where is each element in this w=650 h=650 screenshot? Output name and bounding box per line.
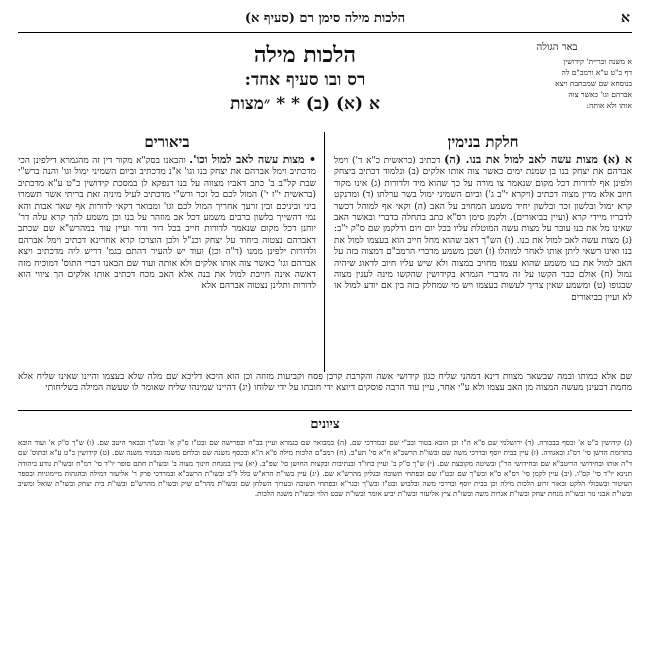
zionim-heading: ציונים (310, 417, 340, 432)
document-page (18, 10, 632, 640)
column-divider (324, 132, 325, 372)
header-rule (18, 32, 632, 33)
running-title: הלכות מילה סימן רם (סעיף א) (244, 11, 406, 26)
margin-note-line: א משנה ובריית' קידושין (563, 57, 632, 66)
page-letter: א (621, 10, 630, 26)
zionim-rule (18, 410, 632, 411)
zionim-text: (ג) קידושין כ"ט א' וכסף בבכורה. (ד) ירושלמי שם פ"א ה"ז וכן הובא בטור ובב"י שם ובמרדכי שם. (ה) כמבואר שם בגמרא ועיין בב"ח ובפרישה שם ובט"ז ס"ק א' ובש"ך ובבאר היטב שם. (ו) ש"ך ס"ק א' ועוד הובא בתרומת הדשן סי' רס"ג ובאגודה. (ז) עיין בבית יוסף ובדרכי משה שם ובשו"ת הרשב"א ח"א סי' תע"ב. (ח) רמב"ם הלכות מילה פ"א ה"א ובכסף משנה שם ובלחם משנה ובמגיד משנה שם. (ט) קידושין כ"ט ע"א ובתוס' שם ד"ה אותו ובחידושי הריטב"א שם ובחידושי הר"ן ובשיטה מקובצת שם. (י) ש"ך ס"ק ב' ועיין בחו"ד ובנתיבות ובקצות החושן סי' שפ"ב. (יא) עיין במנחת חינוך מצוה ב' ובשו"ת חתם סופר יו"ד סי' רמ"ח ובשו"ת נודע ביהודה תנינא יו"ד סי' קס"ו. (יב) עיין לקמן סי' רס"א ס"א ובש"ך שם ובט"ז שם ובפתחי תשובה ובגליון מהרש"א שם. (יג) עיין בשו"ת הרא"ש כלל ל"ב ובשו"ת הרשב"א ובמרדכי פרק ר' אליעזר דמילה ובהגהות מיימוניות ובספר העיטור ובשבולי הלקט ובאור זרוע הלכות מילה וכן בבית יוסף ובדרכי משה ובלבוש ובט"ז ובש"ך ובגר"א ובפתחי תשובה ובערוך השלחן שם ובשו"ת מהר"ם שיק ובשו"ת מהרש"ם ובשו"ת בית יצחק ובשו"ת שואל ומשיב ובשו"ת אבני נזר ובשו"ת מנחת יצחק ובשו"ת אגרות משה ובשו"ת ציץ אליעזר ובשו"ת יביע אומר ובשו"ת שבט הלוי ובשו"ת משנה הלכות. (18, 438, 632, 499)
margin-note-line: דף כ"ט ע"א ורמב"ם לה (561, 68, 632, 77)
margin-note (482, 42, 632, 111)
margin-note-line: בנוסחא שם שמכתבת ויצא (555, 79, 632, 88)
full-width-paragraph: שם אלא כמותו ובמה שבשאר מצוות דינא דמהני שליח כגון קידושי אשה והקרבת קרבן פסח וקביעות מזוזה וכן הוא היכא דליכא שם מלה שלא בעצמו והיינו שאינו שליח אלא מחמת דבעינן מעשה המצוה מן האב עצמו ולא ע"י אחר, עיין עוד הרבה פוסקים דיוצא ידי חובתו על ידי שלוחו (יג) דהיינו שמינהו שליח שאומר לו שעשה המילה בשליחותי (18, 372, 632, 394)
column-heading: ביאורים (144, 133, 190, 151)
commentary-column-left (18, 132, 316, 293)
title-block (138, 42, 472, 116)
commentary-column-right (334, 132, 632, 304)
column-body (18, 154, 316, 293)
column-body (334, 154, 632, 304)
main-title: הלכות מילה (253, 42, 357, 68)
section-subtitle: רס ובו סעיף אחד: (244, 70, 366, 90)
margin-note-heading: באר הגולה (536, 42, 578, 53)
column-heading: חלקת בנימין (447, 133, 519, 151)
column-lead: א (א) מצות עשה לאב למול את בנו. (ה) (444, 153, 632, 166)
column-lead: • מצות עשה לאב למול וכו'. (189, 153, 316, 166)
column-text: והבאנו בסק"א מקור דין זה מהגמרא דילפינן הכי מדכתיב וימל אברהם את יצחק בנו וגו' א"נ מדכתיב וביום השמיני ימול וגו' והנה ברש"י שבת קל"ב ב' כתב דאביו מצווה על בנו דנפקא לן במסכת קידושין כ"ט ע"א מדכתיב (בראשית י"ז י') המול לכם כל זכר ורש"י מדכתיב לעיל מיניה זאת בריתי אשר תשמרו ביני וביניכם ובין זרעך אחריך המול לכם וגו' ומבואר דקאי לדורות אף שאר אבות והא נמי דהשייך בלשון ברבים משמע דכל אב מוזהר על בנו וכן משמע להך קרא עלה דר' יוחנן דכל מקום שנאמר לדורות חייב בכל דור ודור ועיין עוד במהרש"א שם שכתב דאברהם נצטוה ביחוד על יצחק וכנ"ל ולכן הוצרכו קרא אחרינא דכתיב וימל אברהם ולדורות ילפינן ממנו (ד"ה וכן) ועוד יש להעיר דהתם בגמ' דריש ליה מדכתיב ויצא אברהם וגו' כאשר צוה אותו אלקים ולא אותה ועוד שם הבאנו דברי התוס' דמוכיח מזה דאשה אינה חייבת למול את בנה אלא האב מכח דכתיב אותו אלקים הך ציווי הוא לדורות ותלינן נצטוה אברהם אלא (18, 156, 316, 292)
margin-note-line: אברהם וגו' כאשר צוה (568, 90, 632, 99)
running-header (18, 10, 632, 30)
section-opening: א (א) (ב) * * ״מצות (230, 94, 380, 114)
column-text: דכתיב (בראשית כ"א ד') וימל אברהם את יצחק בנו בן שמנת ימים כאשר צוה אותו אלקים (ב) ונלמוד דכתיב ביצחק ולפינן אף לדורות דכל מקום שנאמר צו מורה על כך שהוא מיד ולדורות (ג) אינו מקור חיוב אלא מדין מצוה דכתיב (ויקרא י"ב ג') וביום השמיני ימול בשר ערלתו (ד) ומדנקט קרא ימול ובלשון זכר ובלשון יחיד משמע המחויב על האב (ה) וקאי אף למוהל דכשר לדבריו מיידי קרא (ועיין בביאורים). ולקמן סימן רס"א כתב בתחלה בדברי ובאשר האב שאינו מל את בנו עובר על מצות עשה המוטלת עליו בכל יום ויום ודלקמן שם ס"ק י"ב: (ג) מצות עשה לאב למול את בנו. (ו) הש"ך דאב שהוא מחל חייב הוא בעצמו למול את בנו ואינו רשאי ליתן אותו לאחר למוהלו (ז) ושכן משמע מדברי הרמב"ם דמצוה בזה על האב למול את בנו משמע שהוא עצמו מחויב במצוה ולא שיש עליו חיוב לדאוג שיהיה נמול (ח) אולם כבר הקשו על זה מדברי הגמרא בקידושין שהקשו מינה לענין מצוה שבגופו (ט) ומשמע שאין צריך לעשות בעצמו ויש מי שמחלק בזה בין אם יודע למול או לא ועיין בביאורים (334, 156, 632, 303)
margin-note-line: אותו ולא אותה: (586, 101, 632, 110)
